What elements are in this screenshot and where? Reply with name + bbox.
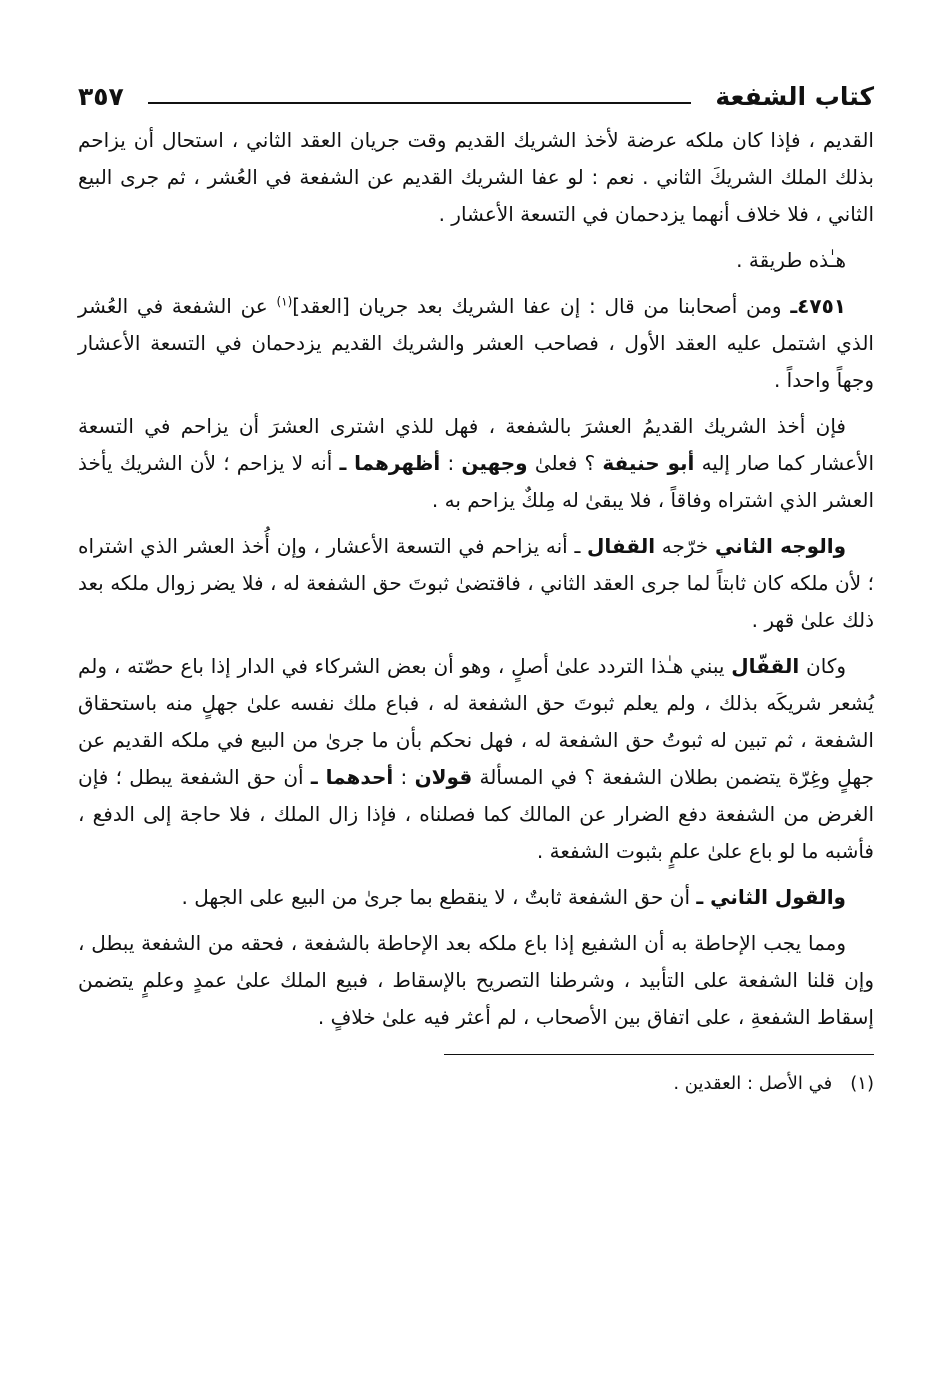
paragraph-continuation: القديم ، فإذا كان ملكه عرضة لأخذ الشريك القديم وقت جريان العقد الثاني ، استحال أن يزاحم بذلك الملك الشريكَ الثاني . نعم : لو عفا الشريك القديم عن الشفعة في العُشر ، ثم جرى البيع الثاني ، فلا خلاف أنهما يزدحمان في التسعة الأعشار .: [78, 128, 874, 226]
paragraph-text: أنه لا يزاحم ؛ لأن الشريك يأخذ العشر الذي اشتراه وفاقاً ، فلا يبقىٰ له مِلكٌ يزاحم به .: [78, 451, 874, 512]
paragraph-number: ٤٧٥١ـ: [790, 294, 846, 318]
bold-term: أحدهما ـ: [310, 765, 394, 789]
running-header: [78, 70, 874, 122]
bold-term: وجهين: [461, 451, 528, 475]
bold-term: والقول الثاني ـ: [696, 885, 846, 909]
paragraph-text: أن حق الشفعة يبطل ؛ فإن الغرض من الشفعة دفع الضرار عن المالك كما فصلناه ، فإذا زال الملك ، فلا حاجة إلى الدفع ، فأشبه ما لو باع علىٰ علمٍ بثبوت الشفعة .: [78, 765, 874, 863]
bold-term: أبو حنيفة: [602, 451, 695, 475]
paragraph-qaffal-principle: [78, 648, 874, 870]
paragraph-second-view: [78, 528, 874, 639]
footnote-text: في الأصل : العقدين .: [673, 1073, 833, 1094]
paragraph-text: :: [440, 451, 462, 475]
bold-term: القفّال: [731, 654, 800, 678]
paragraph-text: :: [393, 765, 415, 789]
paragraph-text: أن حق الشفعة ثابتٌ ، لا ينقطع بما جرىٰ من البيع على الجهل .: [181, 885, 697, 909]
footnote-number: (١): [850, 1073, 874, 1094]
header-rule: [148, 102, 692, 104]
bold-term: قولان: [414, 765, 473, 789]
book-title: كتاب الشفعة: [715, 81, 874, 111]
main-text: [78, 122, 874, 1036]
bold-term: والوجه الثاني: [715, 534, 847, 558]
paragraph-second-opinion: [78, 879, 874, 916]
footnote-reference: (١): [276, 294, 293, 309]
footnote: [78, 1069, 874, 1099]
paragraph-text: ومن أصحابنا من قال : إن عفا الشريك بعد جريان [العقد]: [292, 294, 791, 318]
paragraph-text: ـ أنه يزاحم في التسعة الأعشار ، وإن أُخذ العشر الذي اشتراه ؛ لأن ملكه كان ثابتاً لما جرى العقد الثاني ، فاقتضىٰ ثبوتَ حق الشفعة له ، فلا يضر زوال ملكه بعد ذلك علىٰ قهر .: [78, 534, 874, 632]
book-page: [78, 70, 874, 1360]
paragraph-text: يبني هـٰذا التردد علىٰ أصلٍ ، وهو أن بعض الشركاء في الدار إذا باع حصّته ، ولم يُشعر شريكَه بذلك ، ولم يعلم ثبوتَ حق الشفعة له ، فباع ملك نفسه علىٰ جهلٍ منه باستحقاق الشفعة ، ثم تبين له ثبوتُ حق الشفعة له ، فهل نحكم بأن ما جرىٰ من البيع في ملكه القديم عن جهلٍ وغِرّة يتضمن بطلان الشفعة ؟ في المسألة: [78, 654, 875, 789]
footnote-divider: [444, 1054, 874, 1055]
paragraph-4751: [78, 288, 874, 399]
bold-term: أظهرهما ـ: [339, 451, 441, 475]
bold-term: القفال: [587, 534, 656, 558]
paragraph-abu-hanifa: [78, 408, 874, 519]
paragraph-final: ومما يجب الإحاطة به أن الشفيع إذا باع ملكه بعد الإحاطة بالشفعة ، فحقه من الشفعة يبطل ، وإن قلنا الشفعة على التأبيد ، وشرطنا التصريح بالإسقاط ، فبيع الملك علىٰ عمدٍ وعلمٍ يتضمن إسقاط الشفعةِ ، على اتفاق بين الأصحاب ، لم أعثر فيه علىٰ خلافٍ .: [78, 931, 874, 1029]
paragraph-text: ؟ فعلىٰ: [527, 451, 603, 475]
paragraph-text: وكان: [799, 654, 846, 678]
paragraph-short-note: هـٰذه طريقة .: [736, 248, 846, 272]
paragraph-text: فإن أخذ الشريك القديمُ العشرَ بالشفعة ، فهل للذي اشترى العشرَ أن يزاحم في التسعة الأعشار كما صار إليه: [78, 414, 875, 475]
paragraph-text: عن الشفعة في العُشر الذي اشتمل عليه العقد الأول ، فصاحب العشر والشريك القديم يزدحمان في التسعة الأعشار وجهاً واحداً .: [78, 294, 874, 392]
page-number: ٣٥٧: [78, 81, 124, 111]
paragraph-text: خرّجه: [655, 534, 716, 558]
